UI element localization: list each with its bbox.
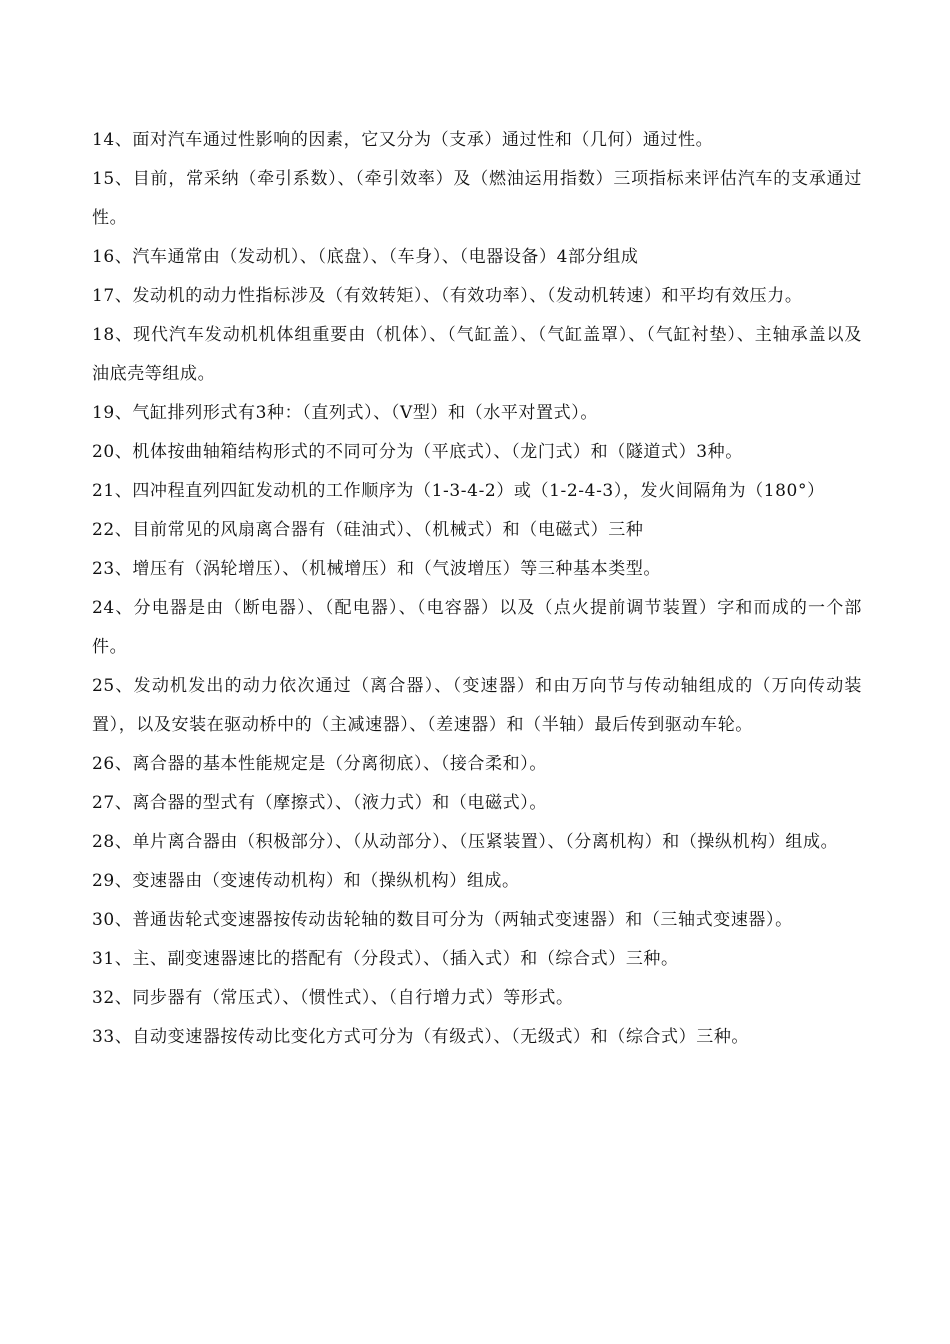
- question-item-32: 32、同步器有（常压式）、（惯性式）、（自行增力式）等形式。: [92, 988, 574, 1008]
- question-item-31: 31、主、副变速器速比的搭配有（分段式）、（插入式）和（综合式）三种。: [92, 949, 679, 969]
- question-item-20: 20、机体按曲轴箱结构形式的不同可分为（平底式）、（龙门式）和（隧道式）3种。: [92, 442, 743, 462]
- question-item-27: 27、离合器的型式有（摩擦式）、（液力式）和（电磁式）。: [92, 793, 547, 813]
- question-item-21: 21、四冲程直列四缸发动机的工作顺序为（1-3-4-2）或（1-2-4-3），发火间隔角为（180°）: [92, 481, 825, 501]
- question-item-30: 30、普通齿轮式变速器按传动齿轮轴的数目可分为（两轴式变速器）和（三轴式变速器）。: [92, 910, 793, 930]
- question-item-28: 28、单片离合器由（积极部分）、（从动部分）、（压紧装置）、（分离机构）和（操纵机构）组成。: [92, 832, 839, 852]
- question-item-17: 17、发动机的动力性指标涉及（有效转矩）、（有效功率）、（发动机转速）和平均有效压力。: [92, 286, 803, 306]
- question-item-22: 22、目前常见的风扇离合器有（硅油式）、（机械式）和（电磁式）三种: [92, 520, 644, 540]
- question-item-14: 14、面对汽车通过性影响的因素，它又分为（支承）通过性和（几何）通过性。: [92, 130, 714, 150]
- question-item-15: 15、目前，常采纳（牵引系数）、（牵引效率）及（燃油运用指数）三项指标来评估汽车的支承通过性。: [92, 169, 862, 228]
- question-item-24: 24、分电器是由（断电器）、（配电器）、（电容器）以及（点火提前调节装置）字和而成的一个部件。: [92, 598, 862, 657]
- question-item-29: 29、变速器由（变速传动机构）和（操纵机构）组成。: [92, 871, 520, 891]
- question-item-23: 23、增压有（涡轮增压）、（机械增压）和（气波增压）等三种基本类型。: [92, 559, 662, 579]
- question-item-26: 26、离合器的基本性能规定是（分离彻底）、（接合柔和）。: [92, 754, 547, 774]
- question-item-25: 25、发动机发出的动力依次通过（离合器）、（变速器）和由万向节与传动轴组成的（万向传动装置），以及安装在驱动桥中的（主减速器）、（差速器）和（半轴）最后传到驱动车轮。: [92, 676, 862, 735]
- question-item-19: 19、气缸排列形式有3种：（直列式）、（V型）和（水平对置式）。: [92, 403, 598, 423]
- question-item-16: 16、汽车通常由（发动机）、（底盘）、（车身）、（电器设备）4部分组成: [92, 247, 639, 267]
- document-body: [92, 121, 862, 1057]
- question-item-33: 33、自动变速器按传动比变化方式可分为（有级式）、（无级式）和（综合式）三种。: [92, 1027, 750, 1047]
- question-item-18: 18、现代汽车发动机机体组重要由（机体）、（气缸盖）、（气缸盖罩）、（气缸衬垫）、主轴承盖以及油底壳等组成。: [92, 325, 862, 384]
